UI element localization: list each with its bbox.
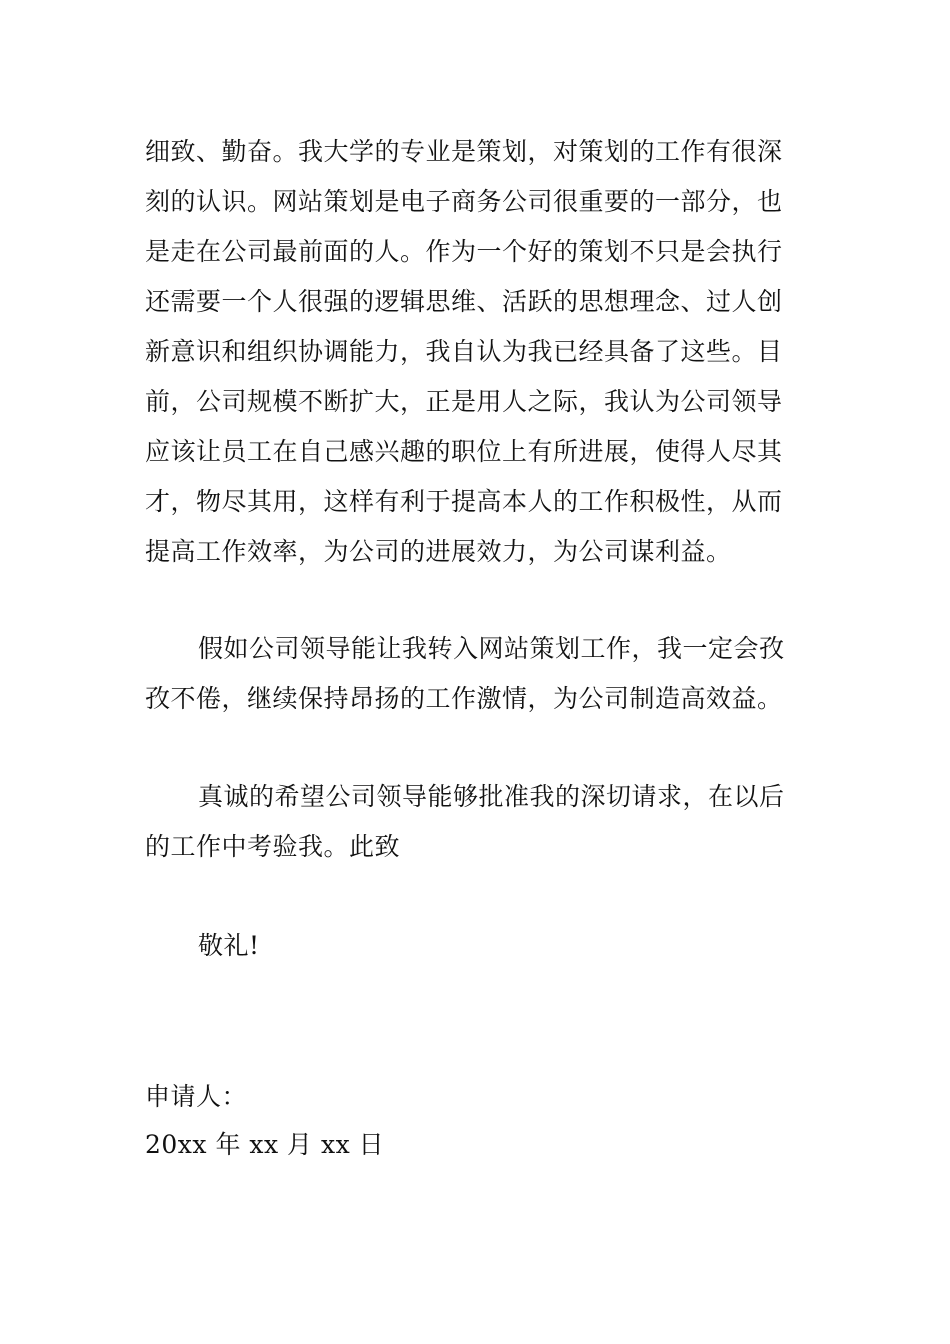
paragraph-line: 细致、勤奋。我大学的专业是策划，对策划的工作有很深 [145, 137, 783, 166]
paragraph-line: 新意识和组织协调能力，我自认为我已经具备了这些。目 [145, 337, 783, 366]
applicant-label: 申请人： [145, 1082, 248, 1111]
paragraph-line: 提高工作效率，为公司的进展效力，为公司谋利益。 [145, 537, 732, 566]
paragraph-line: 前，公司规模不断扩大，正是用人之际，我认为公司领导 [145, 387, 783, 416]
date-line: 20xx 年 xx 月 xx 日 [145, 1130, 385, 1159]
salutation: 敬礼! [198, 931, 260, 960]
paragraph-line: 孜不倦，继续保持昂扬的工作激情，为公司制造高效益。 [145, 684, 783, 713]
paragraph-line: 是走在公司最前面的人。作为一个好的策划不只是会执行 [145, 237, 783, 266]
paragraph-line: 应该让员工在自己感兴趣的职位上有所进展，使得人尽其 [145, 437, 783, 466]
paragraph-line: 才，物尽其用，这样有利于提高本人的工作积极性，从而 [145, 487, 783, 516]
paragraph-line: 的工作中考验我。此致 [145, 832, 401, 861]
paragraph-line: 假如公司领导能让我转入网站策划工作，我一定会孜 [198, 634, 785, 663]
paragraph-line: 刻的认识。网站策划是电子商务公司很重要的一部分，也 [145, 187, 783, 216]
paragraph-line: 还需要一个人很强的逻辑思维、活跃的思想理念、过人创 [145, 287, 783, 316]
paragraph-line: 真诚的希望公司领导能够批准我的深切请求，在以后 [198, 782, 785, 811]
